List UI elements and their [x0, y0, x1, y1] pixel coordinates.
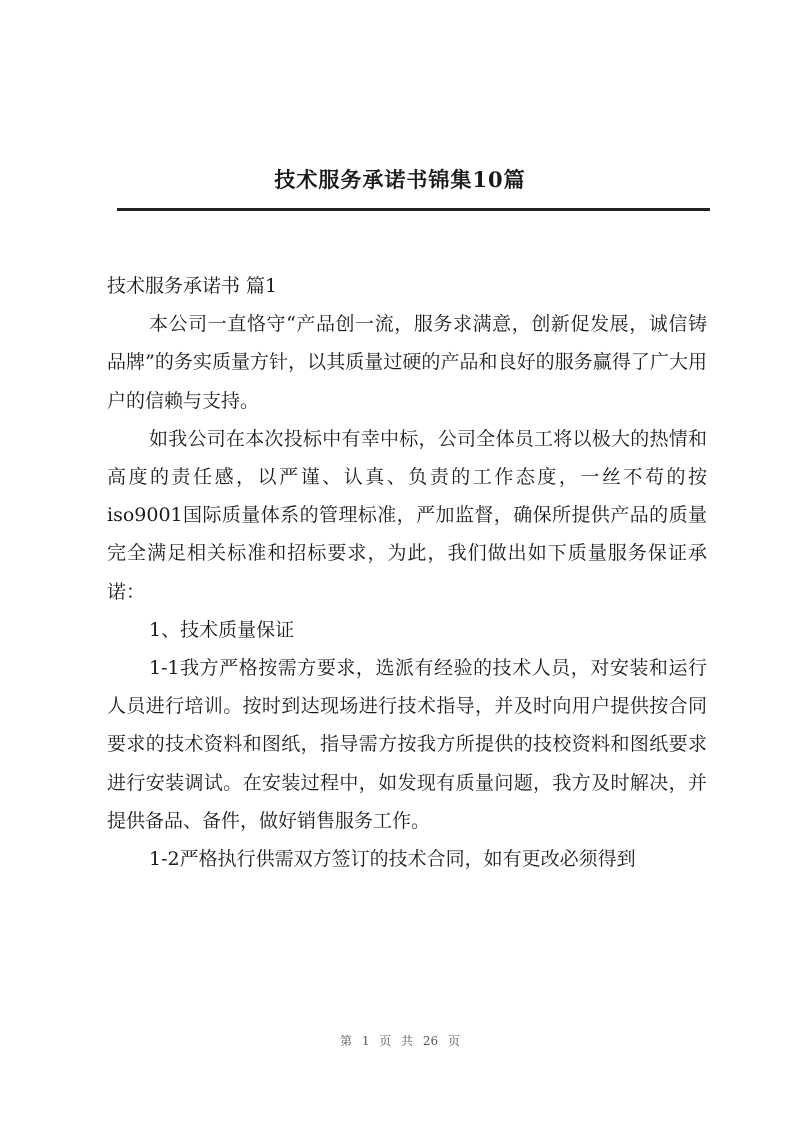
paragraph-item-1-1: 1-1我方严格按需方要求，选派有经验的技术人员，对安装和运行人员进行培训。按时到达现场进行技术指导，并及时向用户提供按合同要求的技术资料和图纸，指导需方按我方所提供的技校资料和图纸要求进行安装调试。在安装过程中，如发现有质量问题，我方及时解决，并提供备品、备件，做好销售服务工作。: [107, 657, 707, 832]
paragraph-commitment: 如我公司在本次投标中有幸中标，公司全体员工将以极大的热情和高度的责任感，以严谨、认真、负责的工作态度，一丝不苟的按iso9001国际质量体系的管理标准，严加监督，确保所提供产品的质量完全满足相关标准和招标要求，为此，我们做出如下质量服务保证承诺：: [107, 427, 707, 603]
title-divider: [117, 208, 710, 211]
page-number-footer: 第 1 页 共 26 页: [340, 1034, 460, 1048]
paragraph-item-1-2: 1-2严格执行供需双方签订的技术合同，如有更改必须得到: [149, 848, 636, 871]
section-heading: 技术服务承诺书 篇1: [107, 275, 278, 297]
subheading-technical-quality: 1、技术质量保证: [149, 618, 295, 641]
document-body: [107, 267, 707, 878]
paragraph-intro: 本公司一直恪守“产品创一流，服务求满意，创新促发展，诚信铸品牌”的务实质量方针，以其质量过硬的产品和良好的服务赢得了广大用户的信赖与支持。: [107, 313, 707, 412]
document-title: 技术服务承诺书锦集10篇: [274, 167, 526, 192]
